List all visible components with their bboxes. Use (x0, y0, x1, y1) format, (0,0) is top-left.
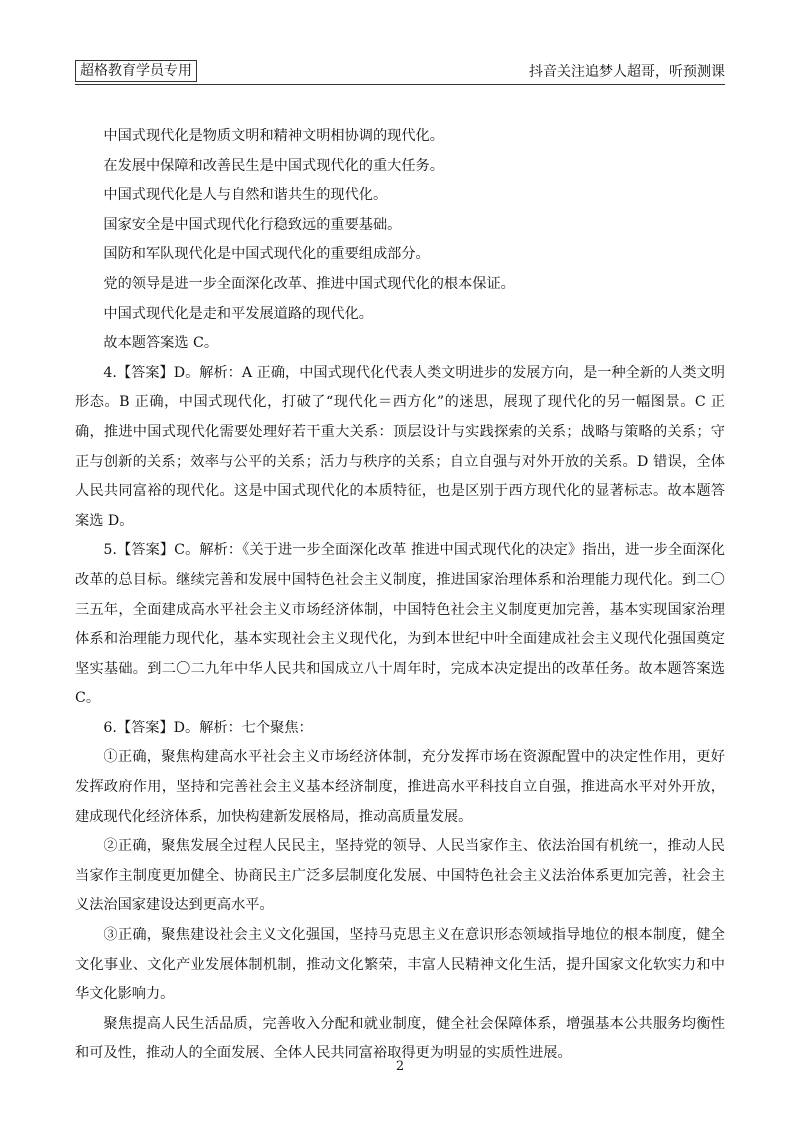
answer-6-item-2: ②正确，聚焦发展全过程人民民主，坚持党的领导、人民当家作主、依法治国有机统一，推动人民当家作主制度更加健全、协商民主广泛多层制度化发展、中国特色社会主义法治体系更加完善，社会主义法治国家建设达到更高水平。 (75, 838, 725, 914)
answer-conclusion: 故本题答案选 C。 (103, 335, 219, 352)
answer-6-item-3: ③正确，聚焦建设社会主义文化强国，坚持马克思主义在意识形态领域指导地位的根本制度，健全文化事业、文化产业发展体制机制，推动文化繁荣，丰富人民精神文化生活，提升国家文化软实力和中华文化影响力。 (75, 927, 725, 1003)
paragraph: 在发展中保障和改善民生是中国式现代化的重大任务。 (103, 157, 444, 174)
header-promo-text: 抖音关注追梦人超哥，听预测课 (529, 64, 725, 80)
paragraph: 党的领导是进一步全面深化改革、推进中国式现代化的根本保证。 (103, 275, 515, 292)
page-number: 2 (395, 1059, 405, 1074)
answer-6-item-1: ①正确，聚焦构建高水平社会主义市场经济体制，充分发挥市场在资源配置中的决定性作用，更好发挥政府作用，坚持和完善社会主义基本经济制度，推进高水平科技自立自强，推进高水平对外开放，建成现代化经济体系，加快构建新发展格局，推动高质量发展。 (75, 749, 725, 825)
answer-4-explanation: 4.【答案】D。解析：A 正确，中国式现代化代表人类文明进步的发展方向，是一种全新的人类文明形态。B 正确，中国式现代化，打破了“现代化＝西方化”的迷思，展现了现代化的另一幅图景。C 正确，推进中国式现代化需要处理好若干重大关系：顶层设计与实践探索的关系；战略与策略的关系；守正与创新的关系；效率与公平的关系；活力与秩序的关系；自立自强与对外开放的关系。D 错误，全体人民共同富裕的现代化。这是中国式现代化的本质特征，也是区别于西方现代化的显著标志。故本题答案选 D。 (75, 364, 725, 529)
paragraph: 中国式现代化是走和平发展道路的现代化。 (103, 305, 373, 322)
paragraph: 国防和军队现代化是中国式现代化的重要组成部分。 (103, 246, 430, 263)
header-badge: 超格教育学员专用 (75, 60, 197, 82)
paragraph: 国家安全是中国式现代化行稳致远的重要基础。 (103, 216, 402, 233)
header-divider (75, 84, 725, 85)
document-body (75, 122, 725, 1069)
answer-6-heading: 6.【答案】D。解析：七个聚焦： (103, 719, 313, 736)
answer-6-item-4: 聚焦提高人民生活品质，完善收入分配和就业制度，健全社会保障体系，增强基本公共服务均衡性和可及性，推动人的全面发展、全体人民共同富裕取得更为明显的实质性进展。 (75, 1015, 725, 1062)
paragraph: 中国式现代化是物质文明和精神文明相协调的现代化。 (103, 128, 444, 144)
paragraph: 中国式现代化是人与自然和谐共生的现代化。 (103, 187, 388, 204)
answer-5-explanation: 5.【答案】C。解析：《关于进一步全面深化改革 推进中国式现代化的决定》指出，进一步全面深化改革的总目标。继续完善和发展中国特色社会主义制度，推进国家治理体系和治理能力现代化。到二〇三五年，全面建成高水平社会主义市场经济体制，中国特色社会主义制度更加完善，基本实现国家治理体系和治理能力现代化，基本实现社会主义现代化，为到本世纪中叶全面建成社会主义现代化强国奠定坚实基础。到二〇二九年中华人民共和国成立八十周年时，完成本决定提出的改革任务。故本题答案选 C。 (75, 542, 725, 707)
